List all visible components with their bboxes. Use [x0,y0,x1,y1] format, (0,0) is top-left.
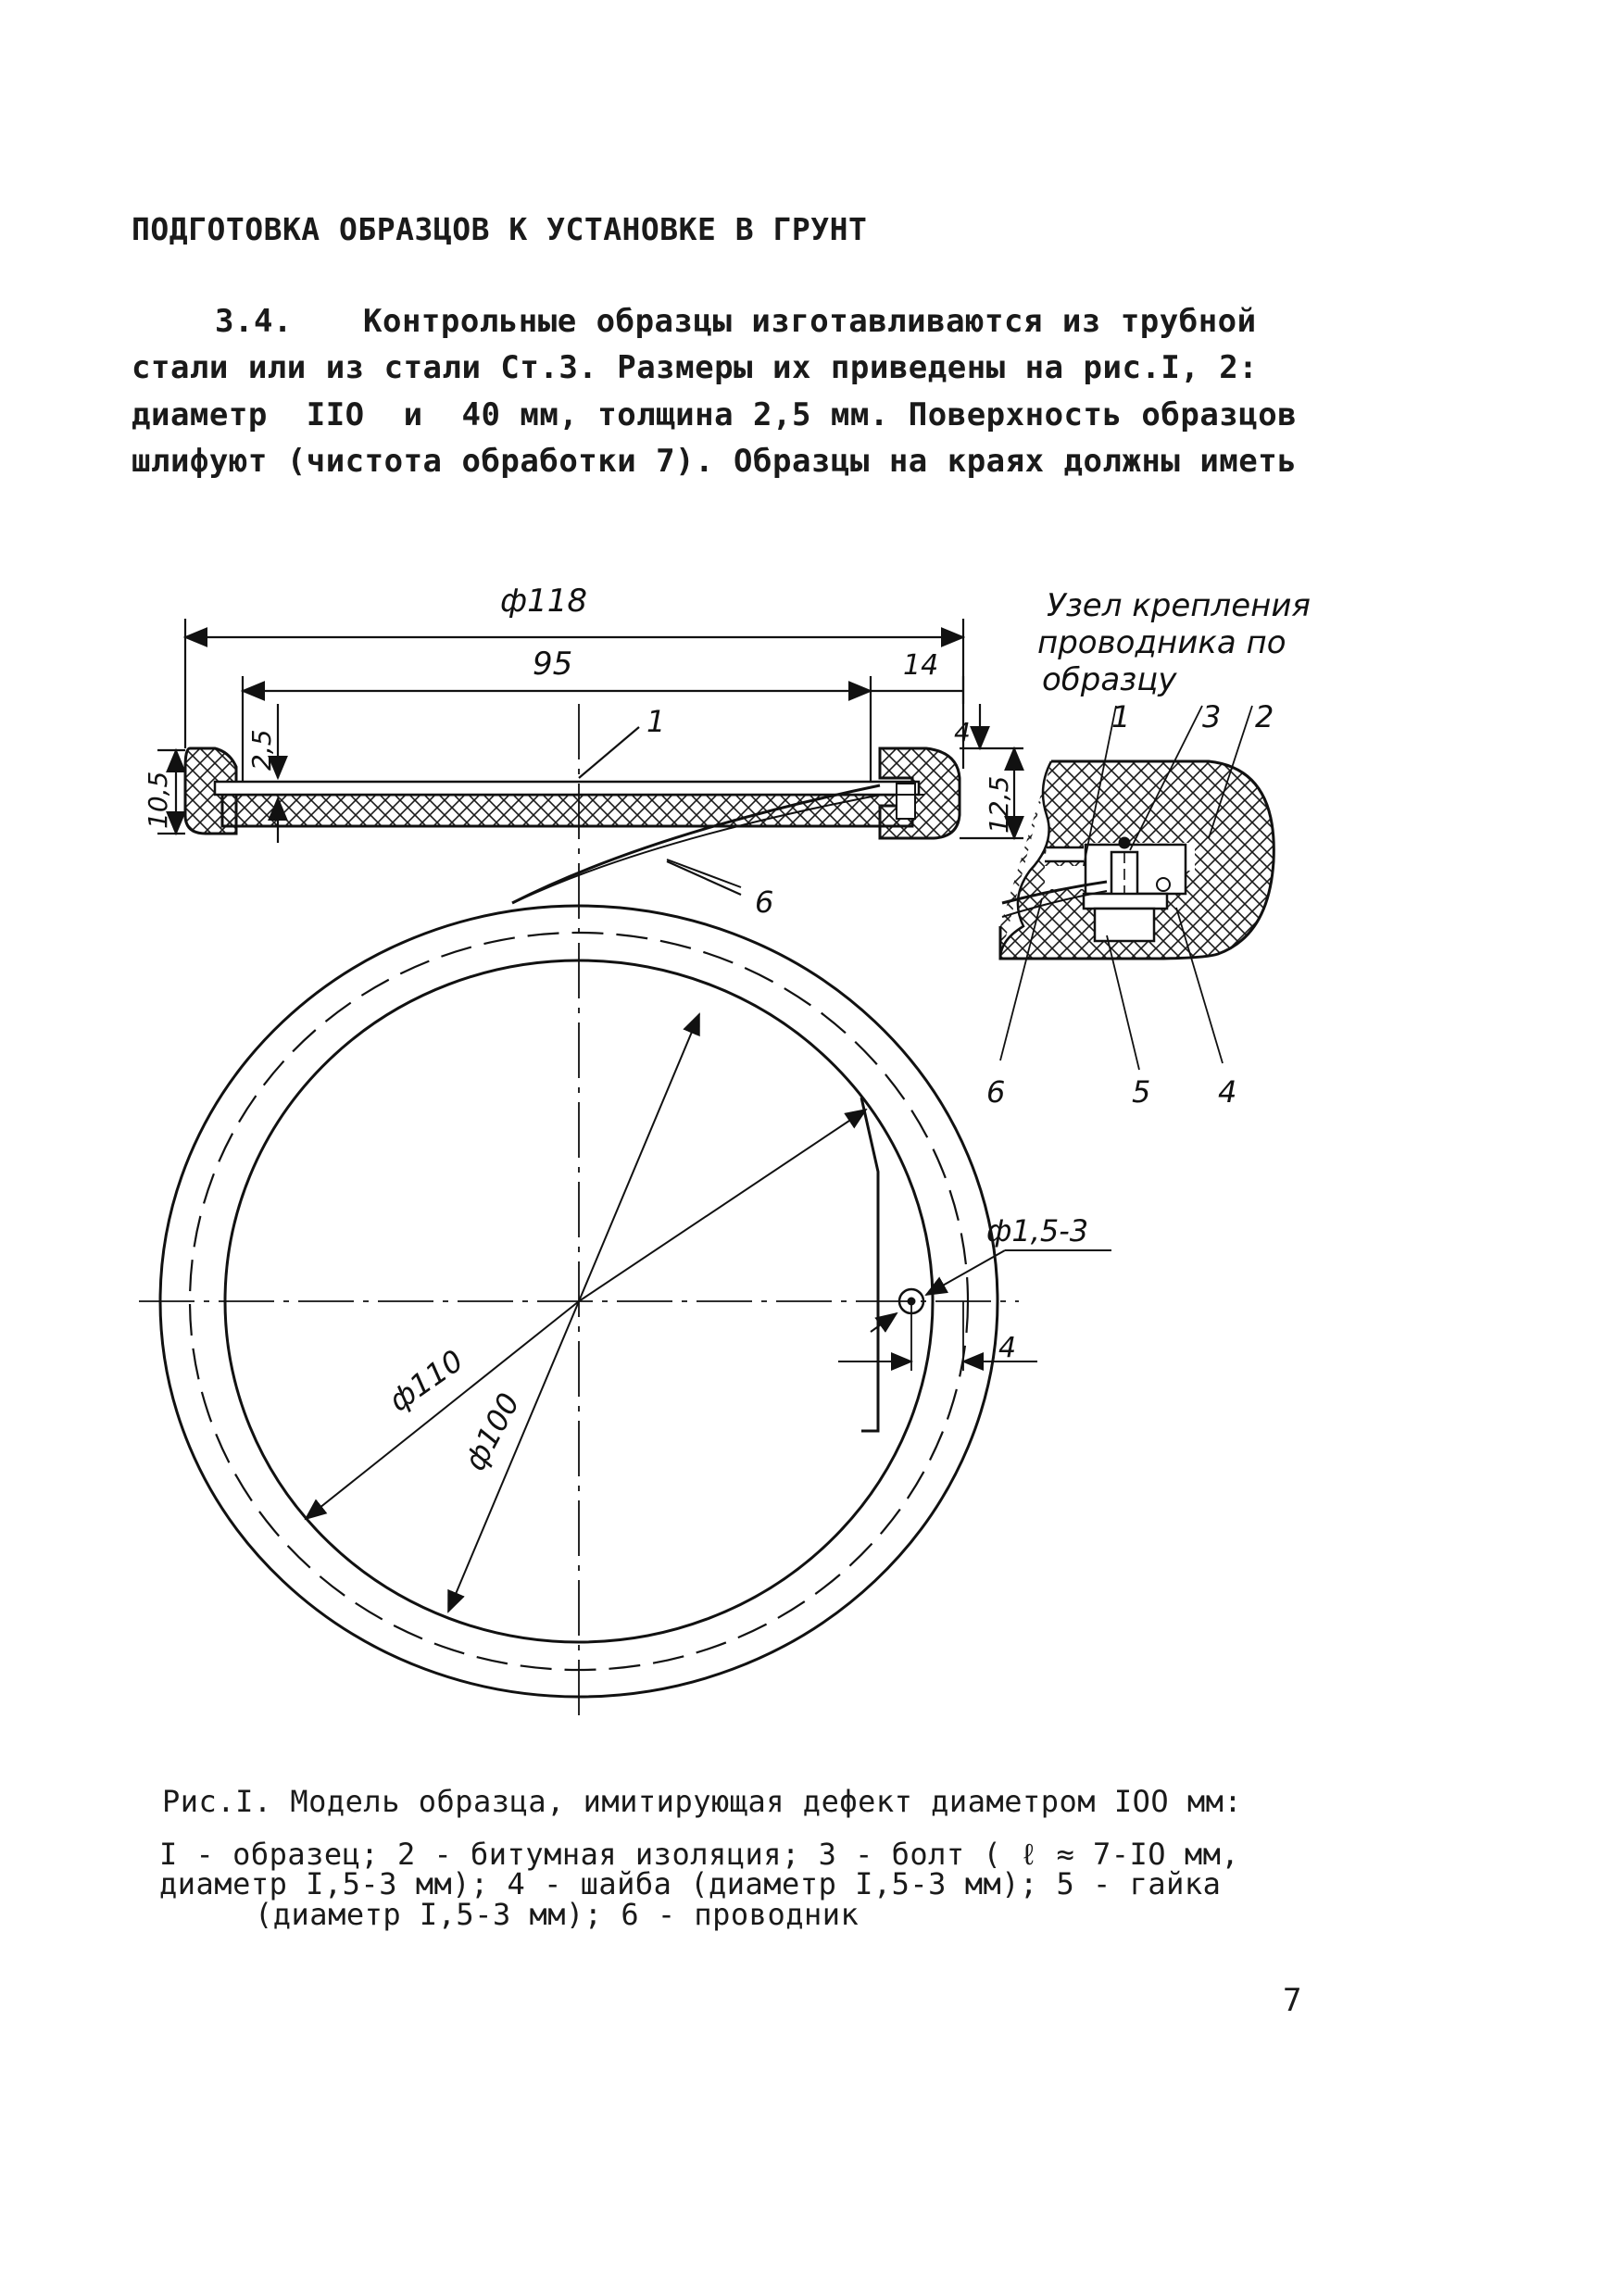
figure-caption-line: I - образец; 2 - битумная изоляция; 3 - болт ( ℓ ≈ 7-IO мм, [159,1837,1240,1872]
dim-rim-width: 14 [903,649,939,682]
attachment-detail [1000,706,1274,1070]
steel-plate [215,782,919,795]
detail-title: образцу [1042,661,1177,698]
dim-wire-hole: ф1,5-3 [986,1213,1089,1248]
dim-outer-diameter: ф118 [500,583,587,620]
callout-wire-6: 6 [755,885,774,920]
paragraph-line: Контрольные образцы изготавливаются из трубной [363,303,1257,340]
detail-callout-6: 6 [986,1074,1006,1110]
paragraph-number: 3.4. [215,303,293,340]
detail-title: проводника по [1037,624,1286,661]
detail-callout-1: 1 [1111,699,1131,734]
dim-diameter-110: ф110 [382,1342,471,1419]
dim-diameter-100: ф100 [457,1386,527,1476]
dim-right-height: 12,5 [984,775,1014,834]
detail-callout-3: 3 [1202,699,1222,734]
page-number: 7 [1283,1982,1302,2019]
paragraph-line: диаметр IIO и 40 мм, толщина 2,5 мм. Поверхность образцов [132,396,1298,433]
detail-callout-4: 4 [1218,1074,1237,1110]
figure-caption-line: диаметр I,5-3 мм); 4 - шайба (диаметр I,5-3 мм); 5 - гайка [159,1866,1222,1901]
detail-title: Узел крепления [1047,587,1311,624]
detail-callout-2: 2 [1255,699,1274,734]
paragraph-line: стали или из стали Ст.3. Размеры их приведены на рис.I, 2: [132,349,1259,386]
dim-plate-thickness: 2,5 [246,729,277,771]
figure-caption-line: (диаметр I,5-3 мм); 6 - проводник [255,1897,860,1932]
figure-caption-title: Рис.I. Модель образца, имитирующая дефект диаметром IOO мм: [162,1784,1243,1819]
section-heading: ПОДГОТОВКА ОБРАЗЦОВ К УСТАНОВКЕ В ГРУНТ [132,211,868,247]
dim-rim-top: 4 [954,717,971,747]
ring-plan-view [139,906,1111,1697]
paragraph-line: шлифуют (чистота обработки 7). Образцы на краях должны иметь [132,443,1298,480]
bolt [897,784,915,819]
dim-inner-width: 95 [533,646,573,683]
callout-section-1: 1 [646,704,666,739]
dim-left-height: 10,5 [143,771,173,829]
detail-callout-5: 5 [1132,1074,1151,1110]
dim-hole-offset: 4 [998,1332,1017,1364]
